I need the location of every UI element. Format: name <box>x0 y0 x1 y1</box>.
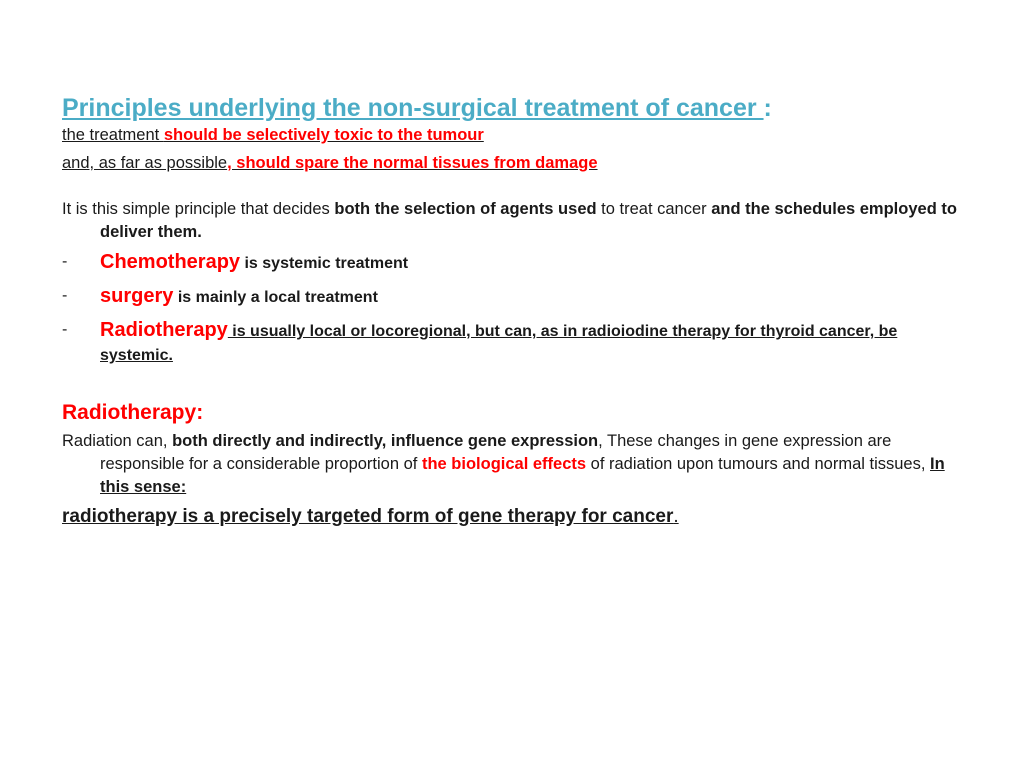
treatment-item-chemotherapy <box>62 250 962 276</box>
radiotherapy-bold-1: both directly and indirectly, influence gene expression <box>172 432 599 450</box>
radiotherapy-conclusion <box>62 503 962 531</box>
intro-line-1-emphasis: should be selectively toxic to the tumour <box>163 126 484 144</box>
bullet-dash: - <box>62 253 68 270</box>
page-title-text: Principles underlying the non-surgical treatment of cancer <box>62 94 764 122</box>
intro-line-2-emphasis: , should spare the normal tissues from damage <box>227 154 598 172</box>
slide-content <box>62 92 962 531</box>
spacer <box>62 368 962 398</box>
treatment-desc: is systemic treatment <box>240 255 409 272</box>
intro-line-1-plain: the treatment <box>62 126 164 144</box>
principle-bold-1: both the selection of agents used <box>334 200 597 218</box>
bullet-dash: - <box>62 321 68 338</box>
radiotherapy-text-2: , These changes in gene expression are responsible for a considerable proportion of <box>100 432 892 473</box>
radiotherapy-conclusion-bold: radiotherapy is a precisely targeted form of gene therapy for cancer <box>62 506 674 527</box>
intro-line-2 <box>62 152 962 174</box>
treatment-term: Radiotherapy <box>100 319 228 341</box>
radiotherapy-text-3: of radiation upon tumours and normal tissues, <box>586 455 931 473</box>
treatment-item-radiotherapy <box>62 318 962 368</box>
radiotherapy-emphasis: the biological effects <box>421 455 587 473</box>
radiotherapy-heading: Radiotherapy: <box>62 401 204 424</box>
radiotherapy-text-1: Radiation can, <box>62 432 173 450</box>
principle-text-2: to treat cancer <box>596 200 712 218</box>
radiotherapy-bold-2: In this sense: <box>100 455 945 496</box>
principle-bold-2: and the schedules employed to deliver them. <box>100 200 957 241</box>
radiotherapy-paragraph <box>62 430 962 499</box>
treatment-item-surgery <box>62 284 962 310</box>
radiotherapy-conclusion-end: . <box>673 506 679 527</box>
bullet-dash: - <box>62 287 68 304</box>
treatment-term: Chemotherapy <box>100 251 241 273</box>
treatment-desc: is mainly a local treatment <box>173 289 378 306</box>
intro-line-1 <box>62 124 962 146</box>
intro-line-2-plain: and, as far as possible <box>62 154 228 172</box>
page-title-colon: : <box>763 94 772 122</box>
principle-text-1: It is this simple principle that decides <box>62 200 335 218</box>
principle-paragraph <box>62 198 962 244</box>
spacer <box>62 174 962 198</box>
page-title <box>62 92 962 124</box>
treatment-term: surgery <box>100 285 174 307</box>
treatment-desc: is usually local or locoregional, but can, as in radioiodine therapy for thyroid cancer, be systemic. <box>100 323 898 364</box>
